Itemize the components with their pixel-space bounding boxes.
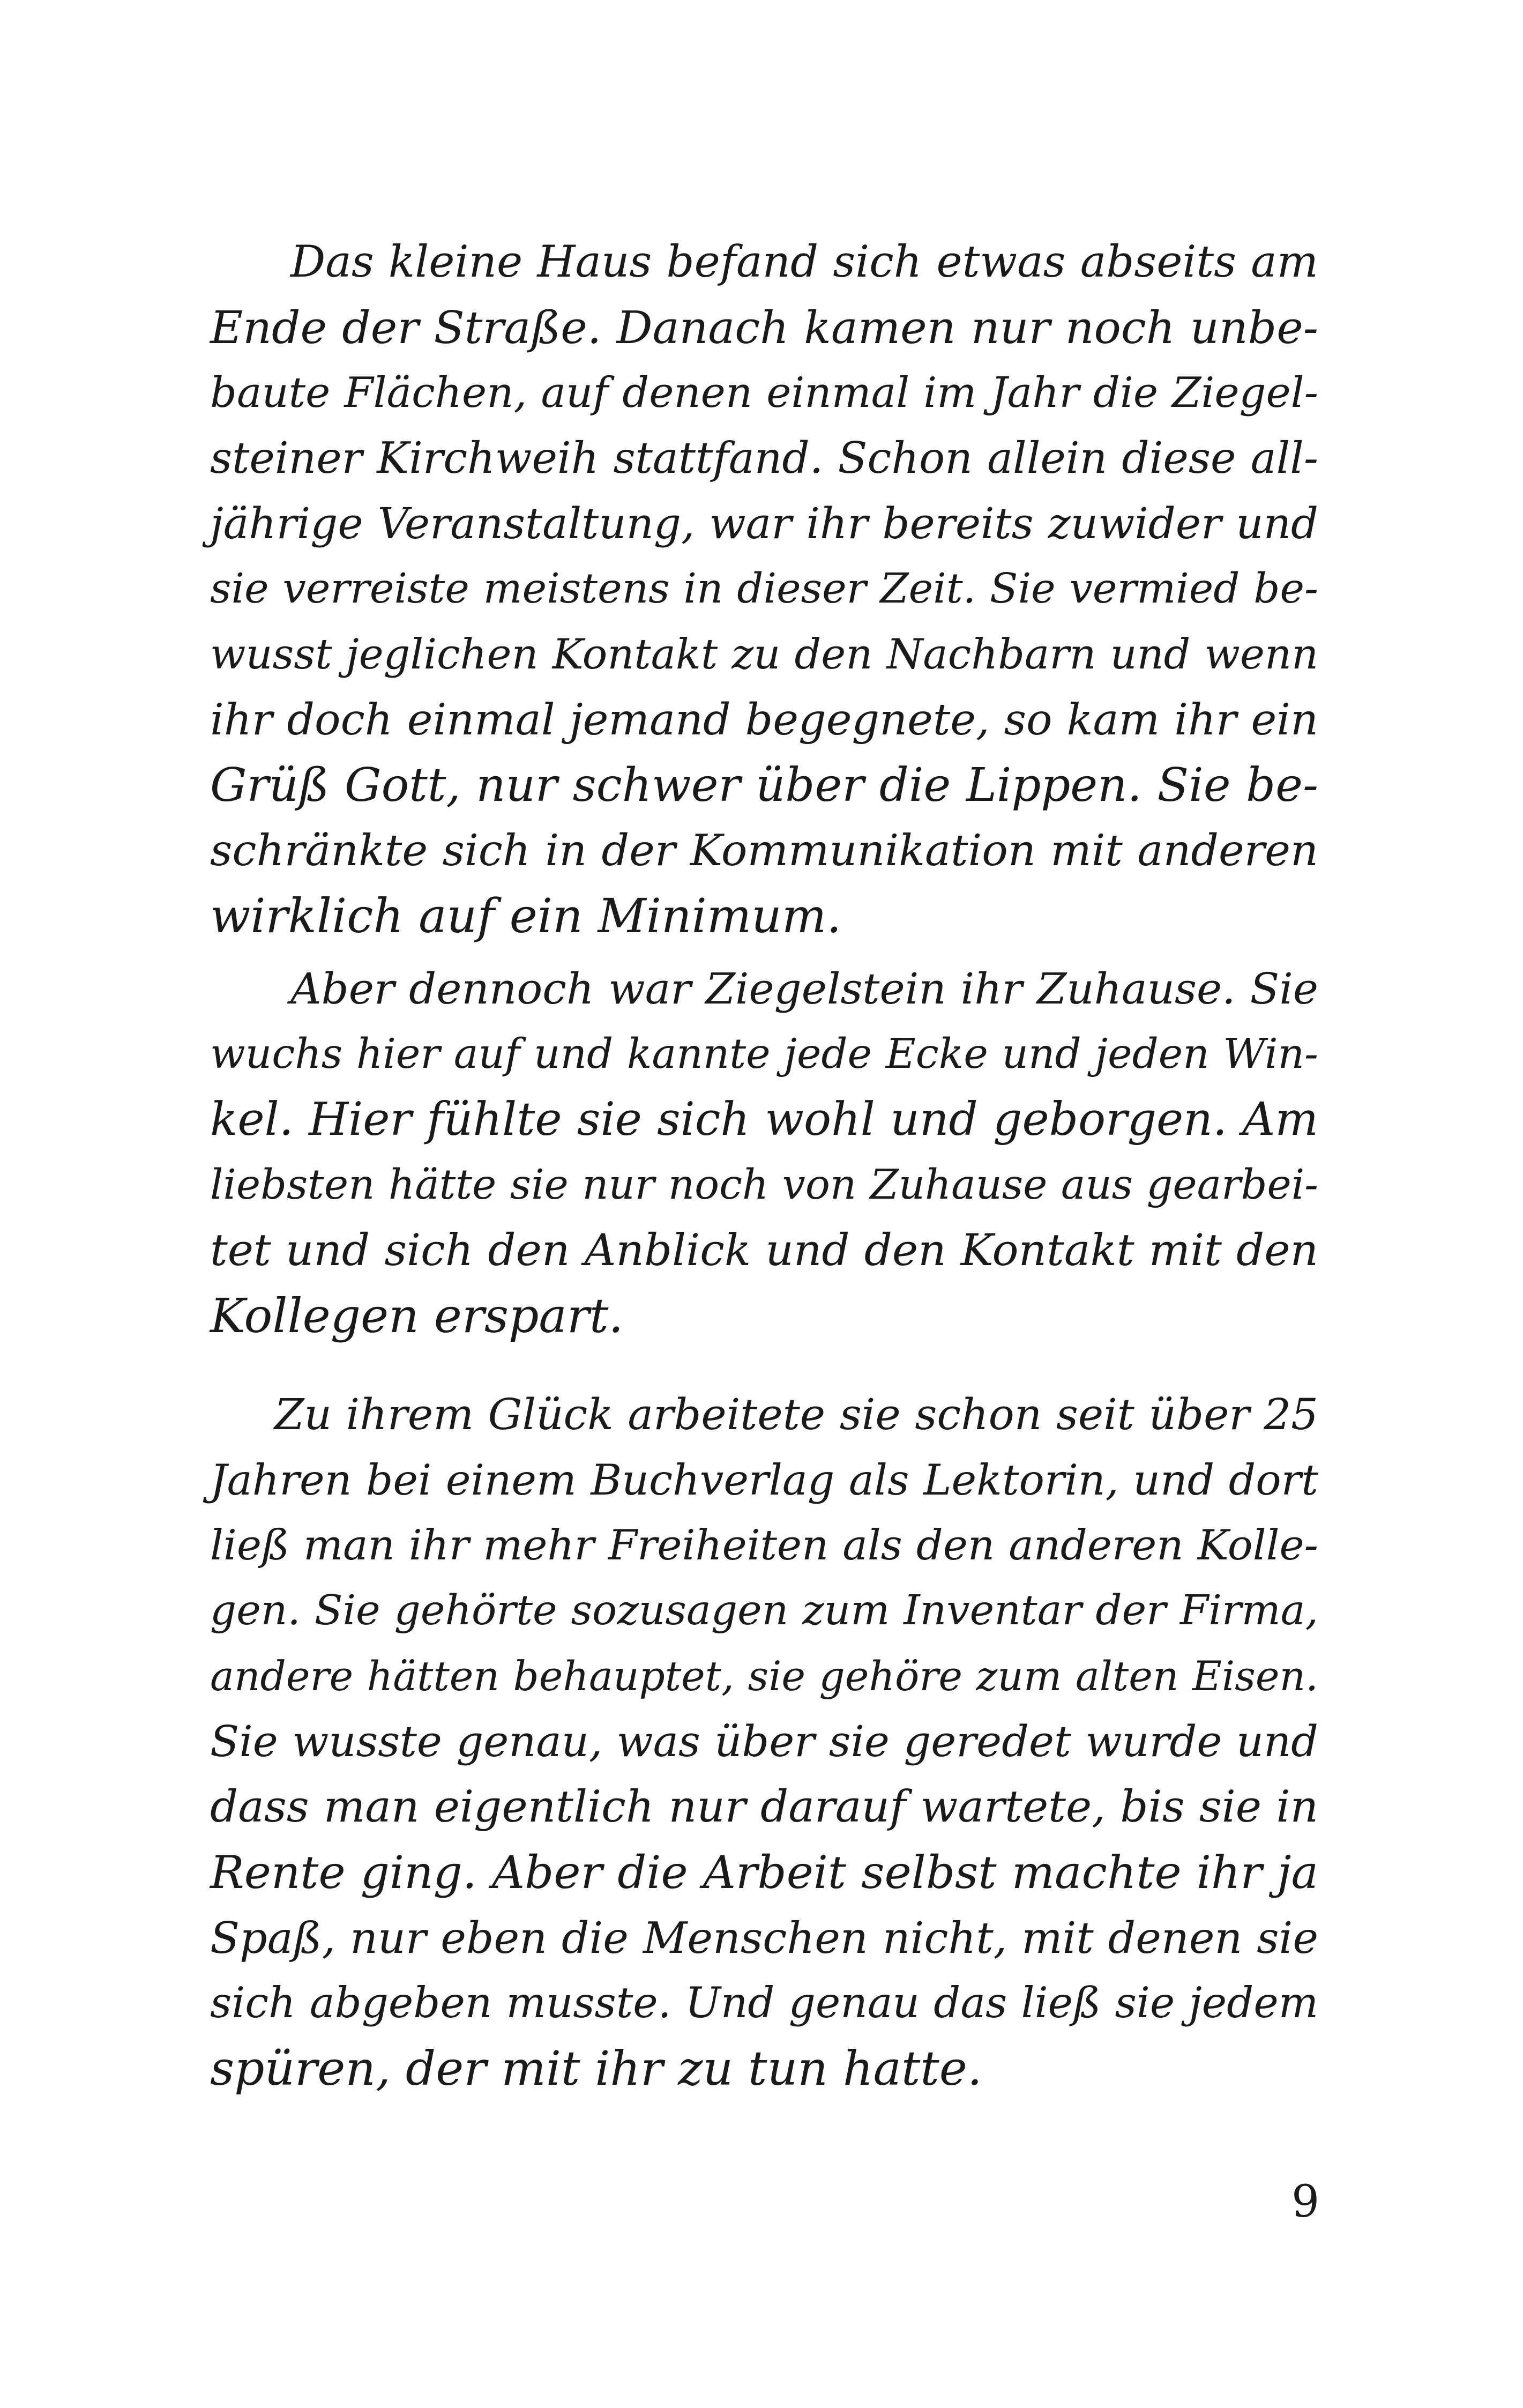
text-line: gen. Sie gehörte sozusagen zum Inventar der Firma,	[210, 1587, 1318, 1634]
text-line: Ende der Straße. Danach kamen nur noch unbe-	[210, 301, 1318, 354]
text-line: kel. Hier fühlte sie sich wohl und geborgen. Am	[210, 1093, 1318, 1146]
text-line: Rente ging. Aber die Arbeit selbst machte ihr ja	[210, 1846, 1318, 1899]
text-line: dass man eigentlich nur darauf wartete, bis sie in	[210, 1781, 1318, 1832]
text-line: Aber dennoch war Ziegelstein ihr Zuhause. Sie	[290, 964, 1318, 1014]
text-line: wuchs hier auf und kannte jede Ecke und jeden Win-	[210, 1030, 1318, 1078]
text-line: Zu ihrem Glück arbeitete sie schon seit über 25	[274, 1389, 1318, 1439]
text-line: wusst jeglichen Kontakt zu den Nachbarn und wenn	[210, 630, 1318, 679]
paragraph-1	[210, 229, 1318, 949]
text-line: baute Flächen, auf denen einmal im Jahr die Ziegel-	[210, 369, 1318, 417]
text-line: liebsten hätte sie nur noch von Zuhause aus gearbei-	[210, 1161, 1318, 1209]
text-line: Das kleine Haus befand sich etwas abseits am	[290, 236, 1318, 287]
text-line: ihr doch einmal jemand begegnete, so kam ihr ein	[210, 695, 1318, 745]
text-line: tet und sich den Anblick und den Kontakt mit den	[210, 1225, 1318, 1276]
text-line: Jahren bei einem Buchverlag als Lektorin, und dort	[210, 1455, 1318, 1505]
text-line: steiner Kirchweih stattfand. Schon allein diese all-	[210, 433, 1318, 483]
page-number: 9	[1291, 2176, 1320, 2227]
text-line: Kollegen erspart.	[210, 1288, 624, 1343]
text-line: Grüß Gott, nur schwer über die Lippen. Sie be-	[210, 759, 1318, 812]
text-line: ließ man ihr mehr Freiheiten als den anderen Kolle-	[210, 1521, 1318, 1570]
text-line: wirklich auf ein Minimum.	[210, 888, 842, 943]
text-line: Sie wusste genau, was über sie geredet wurde und	[210, 1716, 1318, 1766]
text-line: sich abgeben musste. Und genau das ließ sie jedem	[210, 1979, 1318, 2027]
text-line: jährige Veranstaltung, war ihr bereits zuwider und	[210, 499, 1318, 548]
text-line: spüren, der mit ihr zu tun hatte.	[210, 2041, 982, 2096]
text-line: Spaß, nur eben die Menschen nicht, mit denen sie	[210, 1913, 1318, 1963]
text-line: andere hätten behauptet, sie gehöre zum alten Eisen.	[210, 1653, 1318, 1700]
paragraph-2	[210, 956, 1318, 1349]
text-line: sie verreiste meistens in dieser Zeit. Sie vermied be-	[210, 565, 1318, 613]
paragraph-3	[210, 1382, 1318, 2101]
text-line: schränkte sich in der Kommunikation mit anderen	[210, 826, 1318, 876]
